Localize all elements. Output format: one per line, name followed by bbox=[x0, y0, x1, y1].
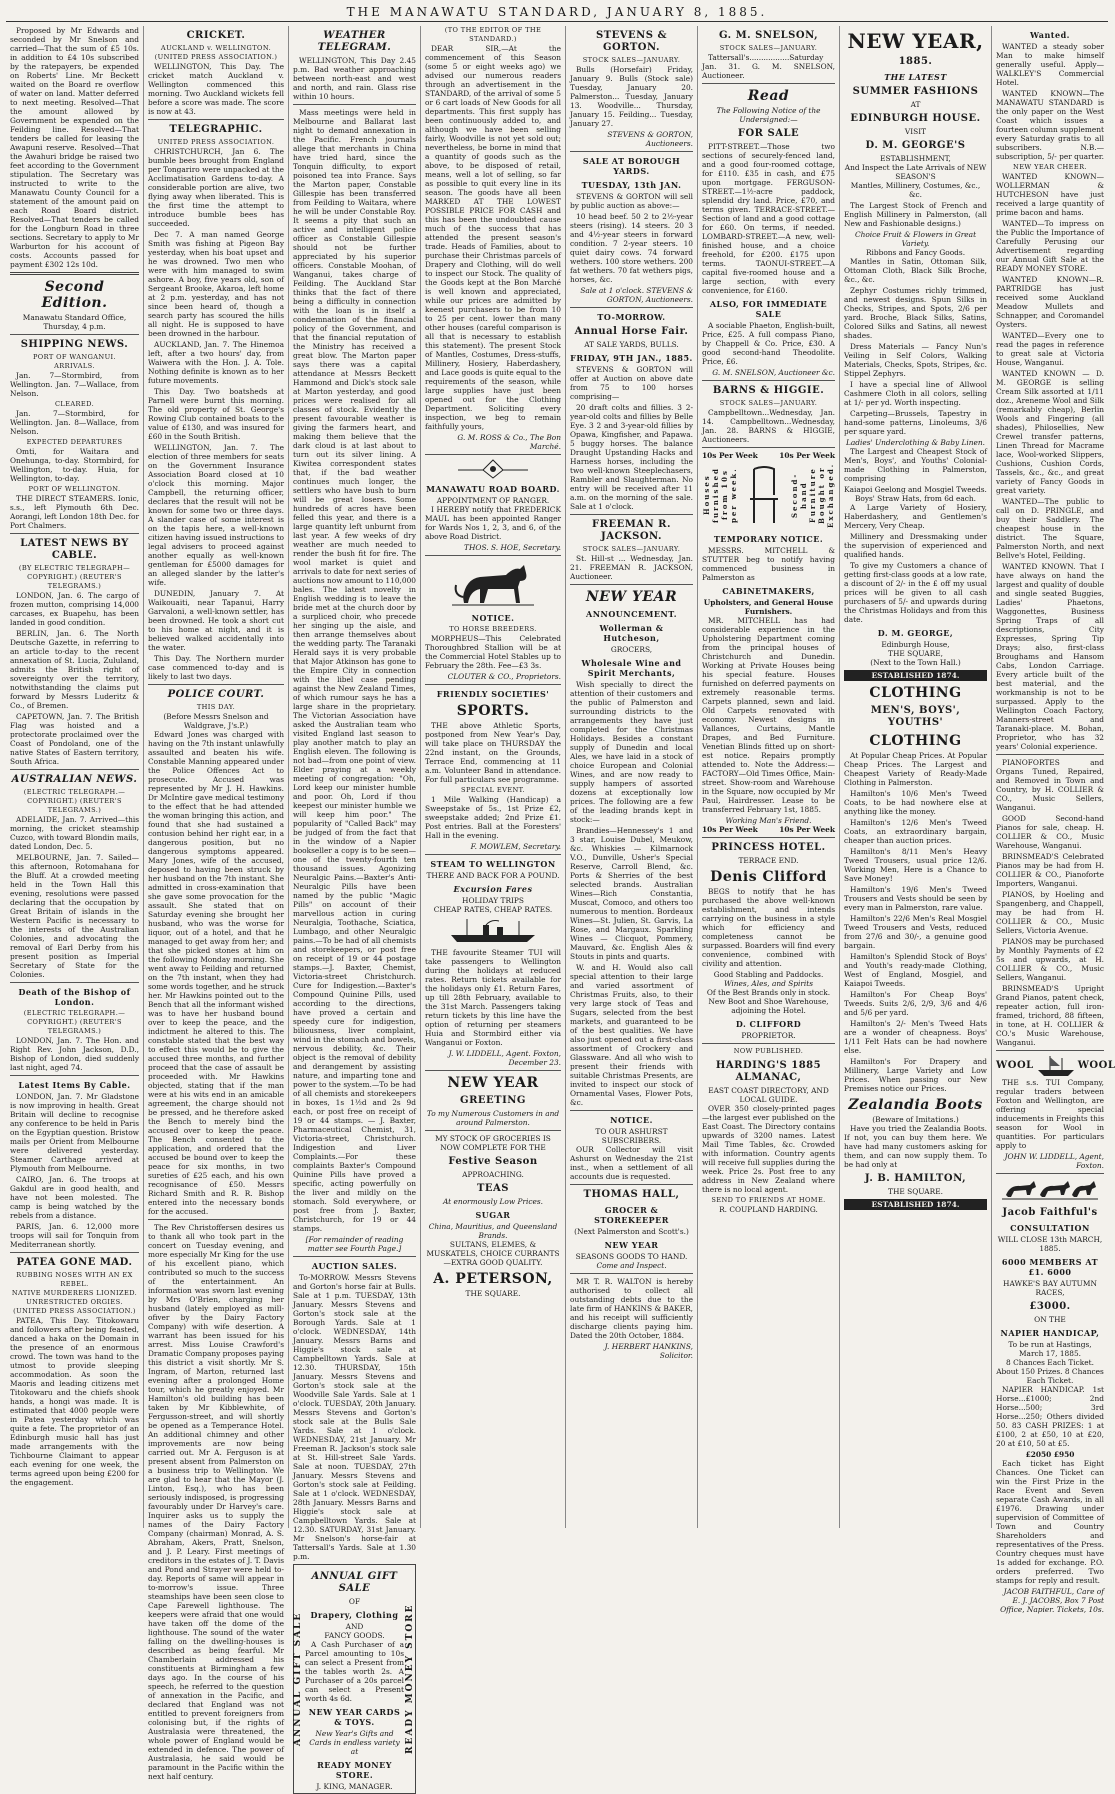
prize-table: NAPIER HANDICAP. 1st Horse...£1000; 2nd Horse...500; 3rd Horse...250; Others divided 50. 83 CASH PRIZES: 1 at £100, 2 at £50, 10 at £20, 20 at £10, 50 at £5. bbox=[996, 1385, 1104, 1448]
column-7 bbox=[840, 26, 992, 1528]
patea-deck: NATIVE MURDERERS LIONIZED. bbox=[11, 1289, 138, 1297]
hall-next: (Next Palmerston and Scott's.) bbox=[574, 1227, 689, 1236]
greeting-title: NEW YEAR bbox=[447, 1075, 539, 1091]
groceries-line: MY STOCK OF GROCERIES IS NOW COMPLETE FOR THE bbox=[435, 1134, 551, 1152]
gift-and: AND bbox=[345, 1622, 364, 1631]
cricket-body: WELLINGTON, This Day. The cricket match Auckland v. Wellington commenced this morning. Two Auckland wickets fell before a score was made. The score is now at 43. bbox=[148, 62, 284, 116]
column-2 bbox=[144, 26, 289, 1781]
approaching: APPROACHING. bbox=[462, 1170, 524, 1179]
barns-higgie-body: Campbelltown...Wednesday, Jan. 14. Campbelltown...Wednesday, Jan. 28. BARNS & HIGGIE, Auctioneers. bbox=[702, 408, 835, 444]
announcement: ANNOUNCEMENT. bbox=[585, 609, 678, 619]
napier-handicap: NAPIER HANDICAP, bbox=[1000, 1328, 1100, 1338]
wollerman-name: Wollerman & Hutcheson, bbox=[599, 623, 664, 643]
road-board-title: MANAWATU ROAD BOARD. bbox=[426, 484, 560, 494]
collier-item: BRINSMEAD'S Celebrated Pianos may be had from H. COLLIER & CO., Pianoforte Importers, Wanganui. bbox=[996, 852, 1104, 888]
steam-sub: THERE AND BACK FOR A POUND. bbox=[426, 871, 560, 880]
clifford-proprietor: PROPRIETOR. bbox=[741, 1031, 796, 1040]
masthead: THE MANAWATU STANDARD, JANUARY 8, 1885. bbox=[6, 4, 1108, 22]
gift-of: OF bbox=[348, 1597, 361, 1606]
hamilton-item: Hamilton's 8/11 Men's Heavy Tweed Trousers, usual price 12/6. Working Men, Here is a Chance to Save Money! bbox=[844, 847, 987, 883]
mantles: Mantles, Millinery, Costumes, &c., &c. bbox=[850, 181, 981, 199]
police-body: Edward Jones was charged with having on the 7th instant unlawfully assaulted and beaten his wife. Constable Manning appeared under the Police Offences Act to prosecute. Accused was represented by Mr J. H. Hawkins. Dr McIntire gave medical testimony to the effect that he had attended the woman bringing this action, and found that she had sustained a contusion behind her right ear, in a dangerous position, but no dangerous symptoms appeared. Mary Jones, wife of the accused, deposed to having been struck by her husband on the 7th instant. She admitted in cross-examination that she gave some provocation for the assault. She stated that on Saturday evening she brought her husband, who was the worse for liquor, out of a hotel, and that he managed to get away from her; and that she picked stones at him on the following Monday morning. She went away to Feilding and returned on the 7th instant, when they had some words together, and he struck her. Mr Hawkins pointed out to the Bench that all the informant wished was to have her husband bound over to keep the peace, and the indictment he altered to this. The constable stated that the best way to effect this would be to give the accused three months, and further proceed that the case of assault be proceeded with. Mr Hawkins objected, stating that if the man were at his wits end in an amicable agreement, the charge should not be pressed, and he therefore asked the Bench to merely bind the accused over to keep the peace. The Bench consented to the application, and ordered that the accused be bound over to keep the peace for six months, in two sureties of £25 each, and his own recognisance of £50. Messrs Richard Smith and R. R. Bishop entered into the necessary bonds for the accused. bbox=[148, 730, 284, 1216]
telegraphic-title: TELEGRAPHIC. bbox=[169, 124, 263, 135]
hall-goods: SEASONS GOODS TO HAND. bbox=[575, 1252, 688, 1261]
letter-signature: G. M. ROSS & Co., The Bon Marché. bbox=[457, 433, 561, 451]
clothing-stock: The Largest and Cheapest Stock of Men's, Boys', and Youths' Colonial-made Clothing in Palmerston, comprising bbox=[844, 447, 987, 483]
collier-item: PIANOS may be purchased by Monthly Payments of £2 5s and upwards, at H. COLLIER & CO., Music Sellers, Wanganui. bbox=[996, 937, 1104, 982]
ny-announcement-title: NEW YEAR bbox=[585, 589, 678, 605]
tui-body: THE favourite Steamer TUI will take passengers to Wellington during the holidays at reduced rates. Return tickets available for the holidays only £1. Return Fares, up till 28th February, available to the 31st March. Passengers taking return tickets by this line have the option of returning per steamers Huia and Stormbird either via Wanganui or Foxton. bbox=[425, 948, 561, 1047]
wanted-item: WANTED KNOWN—WOLLERMAN & HUTCHESON have just received a large quantity of prime bacon and hams. bbox=[996, 172, 1104, 217]
grocers: GROCERS, bbox=[610, 645, 653, 654]
ashurst-title: TO OUR ASHURST SUBSCRIBERS. bbox=[595, 1127, 668, 1145]
wine-merchants: Wholesale Wine and Spirit Merchants, bbox=[581, 658, 682, 678]
hamilton-item: Hamilton's For Drapery and Millinery, Large Variety and Low Prices. When passing our New Premises notice our Prices. bbox=[844, 1057, 987, 1093]
summer-fashions: SUMMER FASHIONS bbox=[852, 86, 979, 97]
column-5 bbox=[566, 26, 698, 1528]
borough-stock: 10 head beef. 50 2 to 2½-year steers (rising). 14 steers. 20 3 and 4½-year steers in forward condition. 7 2-year steers. 10 quiet dairy cows. 74 forward wethers. 100 store wethers. 200 fat wethers. 70 fat wethers pigs, horses, &c. bbox=[570, 212, 693, 284]
per-week-row bbox=[702, 451, 835, 460]
greeting-to: To my Numerous Customers in and around Palmerston. bbox=[426, 1109, 560, 1127]
cleared: Jan. 7—Stormbird, for Wellington. Jan. 8—Wallace, from Nelson. bbox=[10, 409, 139, 436]
horse-icon bbox=[448, 559, 538, 609]
weather-title: WEATHER TELEGRAM. bbox=[317, 30, 392, 53]
best-brands: Of the Best Brands only in stock. bbox=[706, 988, 831, 997]
telegraphic-item: Dec 7. A man named George Smith was fishing at Pigeon Bay yesterday, when his boat upset and he was drowned. Two men who were with him managed to swim ashore. A boy, five years old, son of Sergeant Brooke, Akaroa, left home at 2 p.m. yesterday, and has not since been heard of, though a search party has scoured the hills all night. He is supposed to have been drowned in the harbour. bbox=[148, 230, 284, 338]
hamilton-item: Hamilton's Splendid Stock of Boys' and Youth's ready-made Clothing, West of England, Mosgiel, and Kaiapoi Tweeds. bbox=[844, 952, 987, 988]
friendly-title: FRIENDLY SOCIETIES' bbox=[436, 689, 550, 699]
ribbons: Ribbons and Fancy Goods. bbox=[865, 248, 966, 257]
jackson-body: St. Hill-st ... Wednesday, Jan. 21. FREEMAN R. JACKSON, Auctioneer. bbox=[570, 554, 693, 581]
sports-title: SPORTS. bbox=[456, 703, 530, 719]
working-man: Working Man's Friend. bbox=[725, 816, 812, 825]
notice2-title: NOTICE. bbox=[610, 1115, 653, 1125]
bulls-yards: AT SALE YARDS, BULLS. bbox=[584, 340, 679, 349]
column-4 bbox=[421, 26, 566, 1528]
patea-body: PATEA, This Day. Titokowaru and followers after being feasted, danced a haka on the Domain in the presence of an enormous crowd. The town was hand to the utmost to provide sleeping accommodation. As soon the Maoris and leading citizens met Titokowaru and the chiefs shook hands, a hongi was made. It is estimated that 4000 people were in Patea yesterday which was quite a fete. The proprietor of an Edinburgh music hall has just made arrangements with the Tichbourne Claimant to appear each evening for one week, the terms agreed upon being £200 for the engagement. bbox=[10, 1316, 139, 1487]
walton-body: MR T. R. WALTON is hereby authorised to collect all outstanding debts due to the late firm of HANKINS & BAKER, and his receipt will sufficiently discharge clients paying him. Dated the 20th October, 1884. bbox=[570, 1277, 693, 1340]
port-wellington-body: THE DIRECT STEAMERS. Ionic, s.s., left Plymouth 6th Dec. Aorangi, left London 18th Dec. for Port Chalmers. bbox=[10, 494, 139, 530]
second-vertical: Second-hand Furniture Bought or Exchanged. bbox=[790, 462, 835, 528]
established-banner: ESTABLISHED 1874. bbox=[844, 670, 987, 681]
port-wanganui: PORT OF WANGANUI. bbox=[32, 353, 117, 361]
patea-sub: (UNITED PRESS ASSOCIATION.) bbox=[13, 1307, 136, 1315]
mitchell-intro: MESSRS. MITCHELL & STUTTER beg to notify having commenced business in Palmerston as bbox=[702, 546, 835, 582]
faithful-body: Each ticket has Eight Chances. One Ticket can win the First Prize in the Race Event and Seven separate Cash Awards, in all £1976. Drawing under supervision of Committee of Town and Country Shareholders and representatives of the Press. Country cheques must have 1s added for exchange. P.O. orders preferred. Two stamps for reply and result. bbox=[996, 1459, 1104, 1585]
square-address: THE SQUARE, bbox=[888, 649, 943, 658]
wanted-item: WANTED KNOWN. That I have always on hand the largest and quality of double and single seated Buggies, Ladies' Phaetons, Waggonettes, Business Spring Traps of all descriptions, City Expresses, Spring Tip Drays; also, first-class Broughams and Hansom Cabs, London Carriage. Every article built of the best material, and the workmanship is not to be surpassed. Apply to the Wellington Coach Factory, Manners-street and Taranaki-place. M. Bohan, Proprietor, who has 32 years' Colonial experience. bbox=[996, 562, 1104, 751]
hamilton-item: Hamilton's 2/- Men's Tweed Hats are a wonder of cheapness. Boys' 1/11 Felt Hats can be had nowhere else. bbox=[844, 1019, 987, 1055]
items-title: Latest Items By Cable. bbox=[18, 1080, 131, 1090]
ladies: Ladies' Underclothing & Baby Linen. bbox=[845, 438, 985, 447]
hall-sub: GROCER & STOREKEEPER bbox=[594, 1205, 669, 1225]
popular-prices: At Popular Cheap Prices. At Popular Cheap Prices. The Largest and Cheapest Variety of Ready-Made Clothing in Palmerston. bbox=[844, 751, 987, 787]
cleared-label: CLEARED. bbox=[54, 400, 95, 408]
auction-list: To-MORROW. Messrs Stevens and Gorton's horse fair at Bulls. Sale at 1 p.m. TUESDAY, 13th January. Messrs Stevens and Gorton's stock sale at the Borough Yards. Sale at 1 o'clock. WEDNESDAY, 14th January. Messrs Barns and Higgie's stock sale at Campbelltown Yards. Sale at 12.30. THURSDAY, 15th January. Messrs Stevens and Gorton's stock sale at the Woodville Sale Yards. Sale at 1 o'clock. TUESDAY, 20th January. Messrs Stevens and Gorton's stock sale at the Bulls Sale Yards. Sale at 1 o'clock. WEDNESDAY, 21st January. Mr Freeman R. Jackson's stock sale at St. Hill-street Sale Yards. Sale at noon. TUESDAY, 27th January. Messrs Stevens and Gorton's stock sale at Feilding. Sale at 1 o'clock. WEDNESDAY, 28th January. Messrs Barns and Higgie's stock sale at Campbelltown Yards. Sale at 12.30. SATURDAY, 31st January. Mr Snelson's horse-fair at Tattersall's Yards. Sale at 1.30 p.m. bbox=[293, 1273, 416, 1561]
bishop-title: Death of the Bishop of London. bbox=[18, 987, 131, 1007]
snelson-sub: STOCK SALES—JANUARY. bbox=[719, 44, 818, 52]
cricket-title: CRICKET. bbox=[186, 30, 246, 41]
letter-head: (TO THE EDITOR OF THE STANDARD.) bbox=[444, 26, 542, 43]
borough-date: TUESDAY, 13th JAN. bbox=[581, 180, 682, 190]
news-body: Mass meetings were held in Melbourne and Ballarat last night to demand annexation in the Pacific. French journals allege that merchants in China have tried hard, since the Tonquin difficulty, to export poisoned tea into France. Says the Marton paper, Constable Gillespie has been transferred from Feilding to Waitara, where he will be under Constable Roy. It seems a pity that such an active and intelligent police officer as Constable Gillespie should not be further appreciated by his superior officers. Constable Moohan, of Wanganui, takes charge of Feilding. The Auckland Star thinks that the fact of there being a difficulty in connection with the loan is in itself a condemnation of the financial policy of the Government, and that the financial reputation of the Ministry has received a great blow. The Marton paper says there was a capital attendance at Messrs Beckett Hammond and Dick's stock sale at Marton yesterday, and good prices were realised for all classes of stock. Evidently the present favourable weather is giving the farmers heart, and making them believe that the dark cloud is at last about to turn out its silver lining. A Kiwitea correspondent states that, if the bad weather continues much longer, the settlers who have bush to burn will be great losers. Some hundreds of acres have been felled this year, and there is a large quantity left unburnt from last year. A few weeks of dry weather are much needed to render the bush fit for fire. The wool market is quiet and arrivals to date for next series of auctions now amount to 110,000 bales. The latest novelty in English wedding is to leave the bride met at the church door by a surpliced choir, who precede her singing up the aisle, and then arrange themselves about the wedding party. The Taranaki Herald says it is very probable that Major Atkinson has gone to the Empire City in connection with the libel case pending against the New Zealand Times, of which rumour says he has a large share in the proprietary. The Victorian Association have asked the Australian team who visited England last season to play another match to play an English eleven. The following is not bad—from one point of view. Elder praying at a weekly meeting of congregation: "Oh, Lord keep our minister humble and poor. Oh, Lord if thou keepest our minister humble we will keep him poor." The popularity of "Called Back" may be judged of from the fact that in the window of a Napier bookseller a copy is to be seen—one of the twenty-fourth ten thousand issues. Agonizing Neuralgic Pains.—Baxter's Anti-Neuralgic Pills have been named by the public "Magic Pills" on account of their marvellous action in curing Neuralgia, Toothache, Sciatica, Lumbago, and other Neuralgic pains.—To be had of all chemists and storekeepers, or post free on receipt of 19 or 44 postage stamps.—J. Baxter, Chemist, Victoria-street Christchurch. Cure for Indigestion.—Baxter's Compound Quinine Pills, used according to the directions, have proved a certain and speedy cure for indigestion, biliousness, liver complaint, wind in the stomach and bowels, nervous debility, &c. Their object is the removal of debility and derangement by assisting nature, and imparting tone and power to the system.—To be had of all chemists and storekeepers in boxes, 1s 1½d and 2s 9d each, or post free on receipt of 19 or 44 stamps. — J. Baxter, Pharmaceutical Chemist, 31, Victoria-street, Christchurch. Indigestion and Liver Complaints.—For these complaints Baxter's Compound Quinine Pills have proved a specific, acting powerfully on the liver and mildly on the stomach. Sold everywhere, or post free from J. Baxter, Christchurch, for 19 or 44 stamps. bbox=[293, 108, 416, 1233]
straw-hats: Boys' Straw Hats, from 6d each. bbox=[854, 494, 977, 503]
patea-title: PATEA GONE MAD. bbox=[16, 1257, 133, 1268]
almanac-title: HARDING'S 1885 ALMANAC, bbox=[715, 1060, 822, 1083]
gift-body: A Cash Purchaser of a Parcel amounting to 10s can select a Present from the tables worth 2s. A Purchaser of a 20s parcel can select a Present worth 4s 6d. bbox=[305, 1640, 404, 1703]
wollerman-body-2: W. and H. Would also call special attention to their large and varied assortment of Christmas Fruits, also, to their very large stock of Teas and Sugars, selected from the best markets, and guaranteed to be of the best qualities. We have also just opened out a first-class assortment of Crockery and Glassware. And all who wish to present their friends with suitable Christmas Presents, are invited to inspect our stock of Ornamental Vases, Flower Pots, &c. bbox=[570, 963, 693, 1107]
telegraphic-item: DUNEDIN, January 7. At Waikouaiti, near Tapanui, Harry Garvaloni, a well-known settler, has been drowned. He took a short cut to his home at night, and it is believed walked accidentally into the water. bbox=[148, 589, 284, 652]
barns-higgie-title: BARNS & HIGGIE. bbox=[712, 385, 825, 396]
latest: THE LATEST bbox=[884, 72, 947, 82]
temp-notice-title: TEMPORARY NOTICE. bbox=[713, 534, 824, 544]
consultation: CONSULTATION bbox=[1010, 1223, 1090, 1233]
hamilton-item: Hamilton's 12/6 Men's Tweed Coats, an extraordinary bargain, cheaper than auction prices. bbox=[844, 818, 987, 845]
town-hall: (Next to the Town Hall.) bbox=[870, 658, 961, 667]
racehorses-icon bbox=[1000, 1177, 1100, 1203]
australian-news-sub: (ELECTRIC TELEGRAPH.—COPYRIGHT.) (REUTER'S TELEGRAMS.) bbox=[23, 788, 126, 814]
steamer-icon bbox=[443, 917, 543, 945]
telegraphic-item: WELLINGTON, Jan. 7. The election of three members for seats on the Government Insurance Association Board closed at 10 o'clock this morning. Major Campbell, the returning officer, declares that the result will not be known for some two or three days. A slander case of some interest is on the tapis here, a well-known citizen having issued instructions to legal advisers to proceed against another equally as well-known gentleman for £5000 damages for an alleged slander by the latter's wife. bbox=[148, 443, 284, 587]
wollerman-body: Wish specially to direct the attention of their customers and the public of Palmerston and surrounding districts to the arrangements they have just completed for the Christmas Holidays. Besides a constant supply of Dunedin and local Ales, we have laid in a stock of choice European and Colonial Wines, and are now ready to supply hampers of assorted dozens at exceptionally low prices. The following are a few of the leading brands kept in stock:— bbox=[570, 680, 693, 824]
letter-body: DEAR SIR,—At the commencement of this Season (some 5 or eight weeks ago) we advised our numerous readers through an advertisement in the STANDARD, of the arrival of some 5 or 6 cart loads of New Goods for all departments. This first supply has been continuously added to, and although we have been selling fairly, Woodville is not yet sold out; nevertheless, be borne in mind that a quantity of goods such as the above, to be disposed of retail, means, well a lot of selling, so far as possible to quit every line in its season. The goods have all been MARKED AT THE LOWEST POSSIBLE PRICE FOR CASH and this has been the undoubted cause much of the success that has attended the present season's trade. Heads of Families, about to purchase their Christmas parcels of Drapery and Clothing, will do well to inspect our Stock. The quality of the Goods kept at the Bon Marché is well known and appreciated, while our prices are admitted by keenest purchasers to be from 10 to 25 per cent. lower than many other houses (careful comparison is all that is necessary to establish this statement). The present Stock of Mantles, Costumes, Dress-stuffs, Millinery, Hosiery, Haberdashery, and Lace goods is quite equal to the requirements of the season, while large supplies have just been opened out for the Clothing Department. Soliciting every inspection, we beg to remain faithfully yours, bbox=[425, 44, 561, 431]
peterson-name: A. PETERSON, bbox=[433, 1271, 553, 1287]
immediate-body: A sociable Phaeton, English-built, Price, £25. A full compass Piano, by Chappell & Co. Price, £30. A good second-hand Theodolite. Price, £6. bbox=[702, 321, 835, 366]
faithful-signature: JACOB FAITHFUL, Care of E. J. JACOBS, Box 7 Post Office, Napier. Tickets, 10s. bbox=[1000, 1587, 1104, 1614]
sultans: SULTANS, ELEMES, & MUSKATELS, CHOICE CURRANTS—EXTRA GOOD QUALITY. bbox=[426, 1240, 560, 1267]
mens-boys: MEN'S, BOYS', YOUTHS' bbox=[870, 705, 961, 728]
patea-deck: RUBBING NOSES WITH AN EX REBEL. bbox=[16, 1271, 133, 1288]
borough-title: SALE AT BOROUGH YARDS. bbox=[582, 156, 681, 176]
greeting-sub: GREETING bbox=[460, 1095, 526, 1106]
clothing-title: CLOTHING bbox=[869, 685, 962, 701]
almanac-body: OVER 350 closely-printed pages—the largest ever published on the East Coast. The Directory contains upwards of 3200 names. Latest Mail Time Tables, &c. Crowded with information. Country agents will receive full supplies during the week. Price 2s. Post free to any address in New Zealand where there is no local agent. bbox=[702, 1104, 835, 1194]
expected: Omti, for Waitara and Onehunga, to-day. Stormbird, for Wellington, to-day. Huia, for Wellington, to-day. bbox=[10, 447, 139, 483]
wanted-item: WANTED KNOWN—The MANAWATU STANDARD is the only paper on the West Coast which issues a fourteen column supplement every Saturday gratis to all subscribers. N.B.—subscription, 5/- per quarter. bbox=[996, 89, 1104, 161]
sugar-title: SUGAR bbox=[475, 1210, 511, 1220]
properties-list: PITT-STREET.—Those two sections of securely-fenced land, and a good four-roomed cottage, for £110. £35 in cash, and £75 upon mortgage. FERGUSON-STREET.—1½-acre paddock, splendid dry land. Price, £70, and terms given. TERRACE-STREET.—Section of land and a good cottage for £60. On terms, if needed. LOMBARD-STREET.—A new, well-finished house, and a choice freehold, for £200. £175 upon terms. TAONUI-STREET.—A capital five-roomed house and a large section, with every convenience, for £160. bbox=[702, 142, 835, 295]
jackson-sub: STOCK SALES—JANUARY. bbox=[582, 545, 681, 553]
prize-total: £2050 £950 bbox=[1025, 1450, 1075, 1459]
borough-signature: Sale at 1 o'clock. STEVENS & GORTON, Auctioneers. bbox=[580, 286, 693, 304]
hawkes-bay: HAWKE'S BAY AUTUMN RACES, bbox=[1003, 1279, 1097, 1297]
zealandia-body: Have you tried the Zealandia Boots. If not, you can buy them here. We have had many customers asking for them, and can now supply them. To be had only at bbox=[844, 1124, 987, 1169]
ship-icon bbox=[1034, 1054, 1078, 1078]
hall-come: Come and Inspect. bbox=[596, 1261, 667, 1270]
wool-label: WOOL bbox=[1077, 1060, 1115, 1071]
cheap-rates: CHEAP RATES, CHEAP RATES. bbox=[433, 905, 553, 914]
kaiapoi: Kaiapoi Geelong and Mosgiel Tweeds. bbox=[844, 485, 987, 494]
at: AT bbox=[910, 100, 921, 109]
horsefair-date: FRIDAY, 9TH JAN., 1885. bbox=[570, 353, 693, 363]
telegraphic-item: This Day. Two boatsheds at Parnell were burnt this morning. The old property of St. George's Rowing Club contained boats to the value of £130, and was insured for £60 in the South British. bbox=[148, 387, 284, 441]
carpeting: Carpeting—Brussels, Tapestry in hand-some patterns, Linoleums, 3/6 per square yard. bbox=[844, 409, 987, 436]
local-news: The Rev Christoffersen desires us to thank all who took part in the concert on Tuesday evening, and more especially Mr King for the use of his excellent piano, which contributed so much to the success of the entertainment. An information was sworn last evening by Mrs O'Brien, charging her husband (lately employed as mill-ofiver by the Dairy Factory Company) with wife desertion. A warrant has been issued for his arrest. Miss Louise Crawford's Dramatic Company proposes paying this district a visit shortly. Mr S. Ingram, of Marton, returned last evening after a prolonged Home tour, which he greatly enjoyed. Mr Hamilton's old building has been taken by Mr Kibblewhite, of Fergusson-street, and will shortly be opened as a Temperance Hotel. An additional chimney and other improvements are now being carried out. Mr A. Ferguson is at present absent from Palmerston on a business trip to Wellington. We are glad to hear that the Mayor (J. Linton, Esq.), who has been seriously indisposed, is progressing favourably under Dr Harvey's care. Inquirer asks us to supply the names of the Dairy Factory Company (chairman) Monrad, A. S. Abraham, Akers, Pratt, Snelson, and J. P. Leary. First meetings of creditors in the estates of J. T. Davis and Pond and Strayer were held to-day. Reports of same will appear in to-morrow's issue. Three steamships have been seen close to Cape Farewell lighthouse. The keepers were afraid that one would have taken off the dome of the lighthouse. The sound of the water falling on the dwelling-houses is described as being fearful. Mr Chamberlain addressed his constituents at Birmingham a few days ago. In the course of his speech, he referred to the question of annexation in the Pacific, and declared that England was not entitled to prevent foreigners from colonising but, if the rights of Australasia were threatened, the whole power of England would be extended in defence. The power of Australasia, he said would be paramount in the Pacific within the next half century. bbox=[148, 1223, 285, 1781]
cable-title: LATEST NEWS BY CABLE. bbox=[20, 538, 129, 561]
read-sub: The Following Notice of the Undersigned:— bbox=[716, 106, 821, 124]
special-event: SPECIAL EVENT. bbox=[461, 786, 525, 794]
stevens-gorton-title: STEVENS & GORTON. bbox=[595, 30, 668, 53]
wanted-title: Wanted. bbox=[1030, 30, 1070, 40]
hamilton-item: Hamilton's 10/6 Men's Tweed Coats, to be had nowhere else at anything like the money. bbox=[844, 789, 987, 816]
board-minutes: Proposed by Mr Edwards and seconded by Mr Snelson and carried—That the sum of £5 10s. in addition to £4 10s subscribed by the ratepayers, be expended on Roberts' Line. Mr Beckett waited on the Board re overflow of water on land. Matter deferred to next meeting. Resolved—That the amount allowed by Government be expended on the Feilding line. Resolved—That tenders be called for leasing the Awapuni reserve. Resolved—That the Awahuri bridge be raised two feet according to the Government stipulation. The Secretary was instructed to write to the Manawatu County Council for a statement of the amount paid on each Road Board district. Resolved—That tenders be called for the Longburn Road in three sections. Secretary to apply to Mr Warburton for his account of costs. Accounts passed for payment £302 12s 10d. bbox=[10, 26, 139, 269]
wanted-item: WANTED—To impress on the Public the Importance of Carefully Perusing our Advertisement regarding our Annual Gift Sale at the READY MONEY STORE. bbox=[996, 219, 1104, 273]
stevens-gorton-sub: STOCK SALES—JANUARY. bbox=[582, 56, 681, 64]
column-3 bbox=[289, 26, 421, 1791]
cricket-sub: AUCKLAND v. WELLINGTON. bbox=[160, 44, 272, 52]
satin: Mantles in Satin, Ottoman Silk, Ottoman Cloth, Black Silk Broche, &c., &c. bbox=[844, 257, 987, 284]
australian-item: ADELAIDE, Jan. 7. Arrived—this morning, the cricket steamship Cuzco, with toward Blondin mails, dated London, Dec. 5. bbox=[10, 815, 139, 851]
prize-amount: £3000. bbox=[1029, 1301, 1071, 1312]
peterson-address: THE SQUARE. bbox=[465, 1289, 521, 1298]
collier-item: PIANOS, by Hoeling and Spangenberg, and Chappell, may be had from H. COLLIER & CO., Music Sellers, Victoria Avenue. bbox=[996, 890, 1104, 935]
cricket-assoc: (UNITED PRESS ASSOCIATION.) bbox=[154, 53, 278, 61]
columns bbox=[6, 26, 1115, 1791]
upholsters: Upholsters, and General House Furnishers. bbox=[703, 598, 834, 616]
morpheus-signature: CLOUTER & CO., Proprietors. bbox=[447, 672, 561, 681]
gift-fancy: FANCY GOODS. bbox=[324, 1631, 385, 1640]
cheer-title: NEW YEAR CHEER. bbox=[1013, 163, 1087, 171]
snelson-body: Tattersall's.................Saturday Jan. 31. G. M. SNELSON, Auctioneer. bbox=[702, 53, 835, 80]
wines-ales: Wines, Ales, and Spirits bbox=[723, 979, 814, 988]
police-court-sub: THIS DAY. bbox=[196, 703, 236, 711]
per-week-label: 10s Per Week bbox=[702, 825, 758, 834]
port-wellington: PORT OF WELLINGTON. bbox=[28, 485, 121, 493]
morpheus-body: MORPHEUS—This Celebrated Thoroughbred Stallion will be at the Commercial Hotel Stables up to February the 28th. Fee—£3 3s. bbox=[425, 634, 561, 670]
mile-body: 1 Mile Walking (Handicap) a Sweepstake of 5s., 1st Prize £2, sweepstake added; 2nd Prize £1. Post entries. Ball at the Foresters' Hall in the evening. bbox=[425, 795, 561, 840]
patea-deck: UNRESTRICTED ORGIES. bbox=[26, 1298, 123, 1306]
sports-body: THE above Athletic Sports, postponed from New Year's Day, will take place on THURSDAY the 22nd instant, on the Grounds, Terrace End, commencing at 11 a.m. Volunteer Band in attendance. For full particulars see programme. bbox=[425, 721, 561, 784]
australian-news-title: AUSTRALIAN NEWS. bbox=[11, 774, 138, 785]
george-signature: D. M. GEORGE, bbox=[877, 628, 954, 638]
police-court-title: POLICE COURT. bbox=[167, 689, 265, 700]
hamilton-item: Hamilton's For Cheap Boys' Tweeds. Suits 2/6, 2/9, 3/6 and 4/6 and 5/6 per yard. bbox=[844, 990, 987, 1017]
cashmere: I have a special line of Allwool Cashmere Cloth in all colors, selling at 1/- per yd. Worth inspecting. bbox=[844, 380, 987, 407]
rms-manager: J. KING, MANAGER. bbox=[316, 1782, 393, 1791]
now-published: NOW PUBLISHED. bbox=[733, 1047, 804, 1055]
gift-sale-ad bbox=[293, 1564, 416, 1794]
telegraphic-item: This Day. The Northern murder case commenced to-day and is likely to last two days. bbox=[148, 654, 284, 681]
chances: 8 Chances Each Ticket. About 150 Prizes. 8 Chances Each Ticket. bbox=[996, 1358, 1104, 1385]
bishop-item: LONDON, Jan. 7. The Hon. and Right Rev. John Jackson, D.D., Bishop of London, died suddenly last night, aged 74. bbox=[10, 1036, 139, 1072]
per-week-label: 10s Per Week bbox=[702, 451, 758, 460]
wanted-item: WANTED KNOWN — D. M. GEORGE is selling Cream Silk assorted at 1/11 doz., Areneme Wool and Silk (remarkably cheap), Berlin Wools and Fingering (all shades), Philosellies, New Crewel transfer patterns, Linen Thread for Macrame lace, Wool-worked Slippers, Cushions, Cushion Cords, Tassels, &c., &c., and great variety of Fancy Goods in great variety. bbox=[996, 369, 1104, 495]
george-name: D. M. GEORGE'S bbox=[865, 140, 966, 151]
ready-money-store: READY MONEY STORE. bbox=[317, 1760, 392, 1780]
sports-signature: F. MOWLEM, Secretary. bbox=[470, 842, 561, 851]
auction-title: AUCTION SALES. bbox=[311, 1261, 398, 1271]
boot-warehouse: New Boot and Shoe Warehouse, adjoining the Hotel. bbox=[708, 997, 829, 1015]
cable-item: CAPETOWN, Jan. 7. The British Flag was hoisted and a protectorate proclaimed over the Coast of Pondoland, one of the native States of Eastern territory, South Africa. bbox=[10, 712, 139, 766]
items-item: PARIS, Jan. 6. 12,000 more troops will sail for Tonquin from Mediterranean shortly. bbox=[10, 1222, 139, 1249]
steam-title: STEAM TO WELLINGTON bbox=[430, 859, 556, 869]
per-week-label: 10s Per Week bbox=[779, 451, 835, 460]
per-week-label: 10s Per Week bbox=[779, 825, 835, 834]
collier-item: PIANOFORTES and Organs Tuned, Repaired, and Removed in Town and Country, by H. COLLIER & CO., Music Sellers, Wanganui. bbox=[996, 758, 1104, 812]
horsefair-intro: STEVENS & GORTON will offer at Auction on above date from 75 to 100 horses comprising— bbox=[570, 365, 693, 401]
wanted-item: WANTED KNOWN—R. PARTRIDGE has just received some Auckland Meadow Mullets and Schnapper, and Coromandel Oysters. bbox=[996, 275, 1104, 329]
dress: Dress Materials — Fancy Nun's Veiling in Self Colors, Walking Materials, Checks, Spots, Stripes, &c. Stippel Zephyrs. bbox=[844, 342, 987, 378]
ranger-body: I HEREBY notify that FREDERICK MAUL has been appointed Ranger for Wards Nos 1, 2, 3, and 6, of the above Road District. bbox=[425, 505, 561, 541]
sugar-sub: China, Mauritius, and Queensland Brands. bbox=[428, 1222, 558, 1240]
remainder-note: [For remainder of reading matter see Fourth Page.] bbox=[305, 1235, 404, 1253]
borough-intro: STEVENS & GORTON will sell by public auction as above:— bbox=[570, 192, 693, 210]
tui-company: THE s.s. TUI Company, regular traders between Foxton and Wellington, are offering special inducements in Freights this season for Wool in quantities. For particulars apply to bbox=[996, 1078, 1104, 1150]
horsefair-title: Annual Horse Fair. bbox=[574, 326, 689, 337]
stevens-gorton-list: Bulls (Horsefair) Friday, January 9. Bulls (Stock sale) Tuesday, January 20. Palmerston... Tuesday, January 13. Woodville... Thursday, January 15. Feilding... Tuesday, January 27. bbox=[570, 65, 693, 128]
inspect: And Inspect the Late Arrivals of NEW SEASON'S bbox=[844, 163, 987, 181]
telegraphic-item: CHRISTCHURCH, Jan 6. The bumble bees brought from England per Tongariro were unpacked at the Acclimatisation Gardens to-day. A considerable portion are alive, two flying away when liberated. This is the first time the attempt to introduce bumble bees has succeeded. bbox=[148, 147, 284, 228]
furniture-panel bbox=[702, 460, 835, 530]
cable-item: LONDON, Jan. 6. The cargo of frozen mutton, comprising 14,000 carcases, ex Buapehu, has been landed in good condition. bbox=[10, 591, 139, 627]
wanted-item: WANTED—Every one to read the pages in reference to great sale at Victoria House, Wanganui. bbox=[996, 331, 1104, 367]
denis-body: BEGS to notify that he has purchased the above well-known establishment, and intends carrying on the business in a style which for efficiency and completeness cannot be surpassed. Boarders will find every convenience, combined with civility and attention. bbox=[702, 887, 835, 968]
holiday-trips: HOLIDAY TRIPS bbox=[462, 896, 524, 905]
crest-icon bbox=[448, 458, 538, 480]
tomorrow: TO-MORROW. bbox=[597, 312, 666, 322]
directory-title: EAST COAST DIRECTORY, AND LOCAL GUIDE. bbox=[708, 1086, 829, 1104]
shipping-title: SHIPPING NEWS. bbox=[20, 339, 129, 350]
for-sale-title: FOR SALE bbox=[737, 128, 800, 139]
jackson-title: FREEMAN R. JACKSON. bbox=[592, 519, 671, 542]
read-title: Read bbox=[747, 88, 790, 104]
immediate-title: ALSO, FOR IMMEDIATE SALE bbox=[709, 299, 828, 319]
expected-label: EXPECTED DEPARTURES bbox=[26, 438, 123, 446]
collier-item: BRINSMEAD'S Upright Grand Pianos, patent check, repeater action, full iron-framed, trichord, 88 fifteen, in tone, at H. COLLIER & CO.'s Music Warehouse, Wanganui. bbox=[996, 984, 1104, 1047]
hall-name: THOMAS HALL, bbox=[583, 1189, 680, 1200]
rms-vertical: READY MONEY STORE bbox=[405, 1603, 415, 1755]
arrivals-label: ARRIVALS. bbox=[54, 362, 95, 370]
dressmaking: Millinery and Dressmaking under the supervision of experienced and qualified hands. bbox=[844, 532, 987, 559]
wanted-item: WANTED—The public to call on D. PRINGLE, and buy their Saddlery. The cheapest house in the district. The Square, Palmerston North, and next Bellve's Hotel, Feilding. bbox=[996, 497, 1104, 560]
clifford-name: D. CLIFFORD bbox=[735, 1019, 802, 1029]
clothing-title-2: CLOTHING bbox=[869, 733, 962, 749]
liddell-signature: JOHN W. LIDDELL, Agent, Foxton. bbox=[1004, 1152, 1104, 1170]
hamilton-item: Hamilton's 22/6 Men's Real Mosgiel Tweed Trousers and Vests, reduced from 27/6 and 30/-, a genuine good bargain. bbox=[844, 914, 987, 950]
visit: VISIT bbox=[904, 127, 927, 136]
princess-hotel: PRINCESS HOTEL. bbox=[711, 842, 826, 853]
arrivals: Jan. 7—Stormbird, from Wellington. Jan. 7—Wallace, from Nelson. bbox=[10, 371, 139, 398]
harding-name: R. COUPLAND HARDING. bbox=[719, 1205, 818, 1214]
police-bench: (Before Messrs Snelson and Waldgrave, J's.P.) bbox=[163, 712, 269, 730]
wool-label: WOOL bbox=[996, 1060, 1034, 1071]
choice-fruit: Choice Fruit & Flowers in Great Variety. bbox=[854, 230, 977, 248]
cable-sub: (BY ELECTRIC TELEGRAPH—COPYRIGHT.) (REUTER'S TELEGRAMS.) bbox=[18, 564, 131, 590]
mitchell-body: MR. MITCHELL has had considerable experience in the Upholstering Department coming from the principal houses of Christchurch and Dunedin. Working at Private Houses being his special feature. Houses furnished on deferred payments on extremely reasonable terms. Carpets planned, sewn and laid. Old Carpets renovated with economy. Newest designs in Vallances, Curtains, Mantle Drapes, and Bed Furniture. Venetian Blinds fitted up on short-est notice. Repairs promptly attended to. Note the Address:— FACTORY—Old Times Office, Main-street. Show-room and Warehouse in the Square, now occupied by Mr Paul, Hairdresser. Lease to be transferred February 1st, 1885. bbox=[702, 616, 835, 814]
discount: To give my Customers a chance of getting first-class goods at a low rate, a discount of 2/- in the £ off my usual prices will be given to all cash purchasers of 5/- and upwards during the Christmas Holidays and from this date. bbox=[844, 561, 987, 624]
denis-clifford: Denis Clifford bbox=[710, 869, 827, 885]
column-8 bbox=[992, 26, 1115, 1614]
hosiery: A Large Variety of Hosiery, Haberdashery, and Gentlemen's Mercery, Very Cheap. bbox=[844, 503, 987, 530]
column-1 bbox=[6, 26, 144, 1528]
gift-sale-title: ANNUAL GIFT SALE bbox=[311, 1571, 398, 1594]
items-item: CAIRO, Jan. 6. The troops at Gakdul are in good health, and have not been molested. The camp is being watched by the rebels from a distance. bbox=[10, 1175, 139, 1220]
walton-signature: J. HERBERT HANKINS, Solicitor. bbox=[604, 1342, 693, 1360]
wool-header bbox=[996, 1054, 1115, 1078]
hall-ny: NEW YEAR bbox=[604, 1240, 659, 1250]
terrace-end: TERRACE END. bbox=[738, 856, 799, 865]
barns-higgie-sub: STOCK SALES—JANUARY. bbox=[719, 399, 818, 407]
edinburgh-house: EDINBURGH HOUSE. bbox=[850, 113, 981, 124]
collector-body: OUR Collector will visit Ashurst on Wednesday the 21st inst., when a settlement of all accounts due is requested. bbox=[570, 1145, 693, 1181]
beware: (Beware of Imitations.) bbox=[872, 1115, 959, 1124]
column-6 bbox=[698, 26, 840, 1528]
per-week-row-2 bbox=[702, 825, 835, 834]
snelson-signature: G. M. SNELSON, Auctioneer &c. bbox=[712, 368, 835, 377]
bishop-sub: (ELECTRIC TELEGRAPH.—COPYRIGHT.) (REUTER'S TELEGRAMS.) bbox=[23, 1009, 126, 1035]
gift-drapery: Drapery, Clothing bbox=[310, 1610, 399, 1620]
ny-title: NEW YEAR, bbox=[847, 29, 984, 53]
items-item: LONDON, Jan. 7. Mr Gladstone is now improving in health. Great Britain will decline to recognise any conference to be held in Paris on the Egyptian question. Bristow mails per Orient from Melbourne were delivered yesterday. Steamer Carthage arrived at Plymouth from Melbourne. bbox=[10, 1092, 139, 1173]
ny-cards: NEW YEAR CARDS & TOYS. bbox=[308, 1707, 401, 1727]
zephyr: Zephyr Costumes richly trimmed, and newest designs. Spun Silks in Checks, Stripes, and Spots, 2/6 per yard. Broche, Black Silks, Satins, Colored Silks and Satins, all newest shades. bbox=[844, 286, 987, 340]
establishment: ESTABLISHMENT, bbox=[880, 154, 951, 163]
hamilton-name: J. B. HAMILTON, bbox=[864, 1173, 967, 1184]
furnish-vertical: Houses furnished from 10s per week. bbox=[702, 467, 738, 523]
telegraphic-sub: UNITED PRESS ASSOCIATION. bbox=[157, 138, 275, 146]
send-friends: SEND TO FRIENDS AT HOME. bbox=[711, 1196, 826, 1204]
largest-stock: The Largest Stock of French and English Millinery in Palmerston, (all New and Fashionable designs.) bbox=[844, 201, 987, 228]
on-the: ON THE bbox=[1034, 1315, 1066, 1324]
wanted-item: WANTED a steady sober Man to make himself generally useful. Apply—WALKLEY'S Commercial Hotel. bbox=[996, 42, 1104, 87]
ny-year: 1885. bbox=[898, 56, 933, 67]
cabinetmakers: CABINETMAKERS, bbox=[722, 586, 815, 596]
weather-body: WELLINGTON, This Day 2.45 p.m. Bad weather approaching between north-east and west and north, and rain. Glass rise within 10 hours. bbox=[293, 56, 416, 101]
edinburgh-signature: Edinburgh House, bbox=[881, 640, 950, 649]
tui-signature: J. W. LIDDELL, Agent. Foxton, December 23. bbox=[448, 1049, 561, 1067]
close-date: WILL CLOSE 13th MARCH, 1885. bbox=[997, 1235, 1103, 1253]
notice-title: NOTICE. bbox=[471, 613, 515, 623]
excursion-title: Excursion Fares bbox=[453, 884, 533, 894]
snelson-title: G. M. SNELSON, bbox=[718, 30, 819, 41]
breeders-title: TO HORSE BREEDERS. bbox=[449, 625, 537, 633]
australian-item: MELBOURNE, Jan. 7. Sailed—this afternoon, Rotomahana for the Bluff. At a crowded meeting held in the Town Hall this evening, resolutions were passed declaring that the occupation by Great Britain of islands in the Western Pacific is necessary to the interests of the Australian Colonies, and advocating the removal of Earl Derby from his present position as Imperial Secretary of State for the Colonies. bbox=[10, 853, 139, 979]
ny-gifts: New Year's Gifts and Cards in endless variety at bbox=[309, 1729, 400, 1756]
run-date: To be run at Hastings, March 17, 1885. bbox=[1008, 1340, 1092, 1358]
stevens-gorton-signature: STEVENS & GORTON, Auctioneers. bbox=[607, 130, 693, 148]
telegraphic-item: AUCKLAND, Jan. 7. The Hinemoa left, after a two hours' day, from Waiwera with the Hon. J. A. Tole. Nothing definite is known as to her future movements. bbox=[148, 340, 284, 385]
members: 6000 MEMBERS AT £1. 6000 bbox=[1001, 1257, 1099, 1277]
collier-item: GOOD Second-hand Pianos for sale, cheap. H. COLLIER & CO., Music Warehouse, Wanganui. bbox=[996, 814, 1104, 850]
brandies-list: Brandies—Hennessey's 1 and 3 star, Louise Dubel, Meukow, &c. Whiskies — Kilmarnock V.O., Dunville, Usher's Special Reserve, Carroll Blend, &c. Ports & Sherries of the best selected brands. Australian Wines—Rich Constantia, Muscat, Comoco, and others too numerous to mention. Bordeaux Wines—St. Julien, St. Garvis, La Rose, and Margaux. Sparkling Wines — Clicquot, Pommery, Mauvard, &c. English Ales & Stouts in pints and quarts. bbox=[570, 826, 693, 961]
ranger-signature: THOS. S. HOE, Secretary. bbox=[464, 543, 561, 552]
edition-dateline: Manawatu Standard Office, Thursday, 4 p.m. bbox=[22, 313, 127, 331]
stabling: Good Stabling and Paddocks. bbox=[713, 970, 824, 979]
hamilton-square: THE SQUARE. bbox=[888, 1187, 943, 1196]
ranger-title: APPOINTMENT OF RANGER. bbox=[436, 496, 550, 505]
faithful-title: Jacob Faithful's bbox=[1002, 1207, 1098, 1218]
chair-icon bbox=[744, 465, 784, 525]
zealandia-title: Zealandia Boots bbox=[848, 1097, 983, 1113]
hamilton-established: ESTABLISHED 1874. bbox=[844, 1199, 987, 1210]
gift-sale-vertical: ANNUAL GIFT SALE bbox=[293, 1611, 303, 1747]
cable-item: BERLIN, Jan. 6. The North Deutsche Gazette, in referring to an article to-day to the recent annexation of St. Lucia, Zululand, admits the British right of sovereignty over the territory, notwithstanding the claims put forward by Messrs Luderitz & Co., of Bremen. bbox=[10, 629, 139, 710]
teas-sub: At enormously Low Prices. bbox=[442, 1197, 544, 1206]
hamilton-item: Hamilton's 19/6 Men's Tweed Trousers and Vests should be seen by every man in Palmerston, rare value. bbox=[844, 885, 987, 912]
horsefair-list: 20 draft colts and fillies. 3 2-year-old colts and fillies by Belle Eye. 3 2 and 3-year-old fillies by Opawa, Kingfisher, and Papawa. 5 buggy horses. The balance Draught Upstanding Hacks and Harness horses, including the two well-known Steeplechasers, Rambler and Slaughterman. No entry will be received after 11 a.m. on the morning of the sale. Sale at 1 o'clock. bbox=[570, 403, 693, 511]
edition-title: Second Edition. bbox=[41, 279, 108, 311]
festive-title: Festive Season bbox=[448, 1156, 538, 1167]
teas-title: TEAS bbox=[476, 1183, 510, 1194]
